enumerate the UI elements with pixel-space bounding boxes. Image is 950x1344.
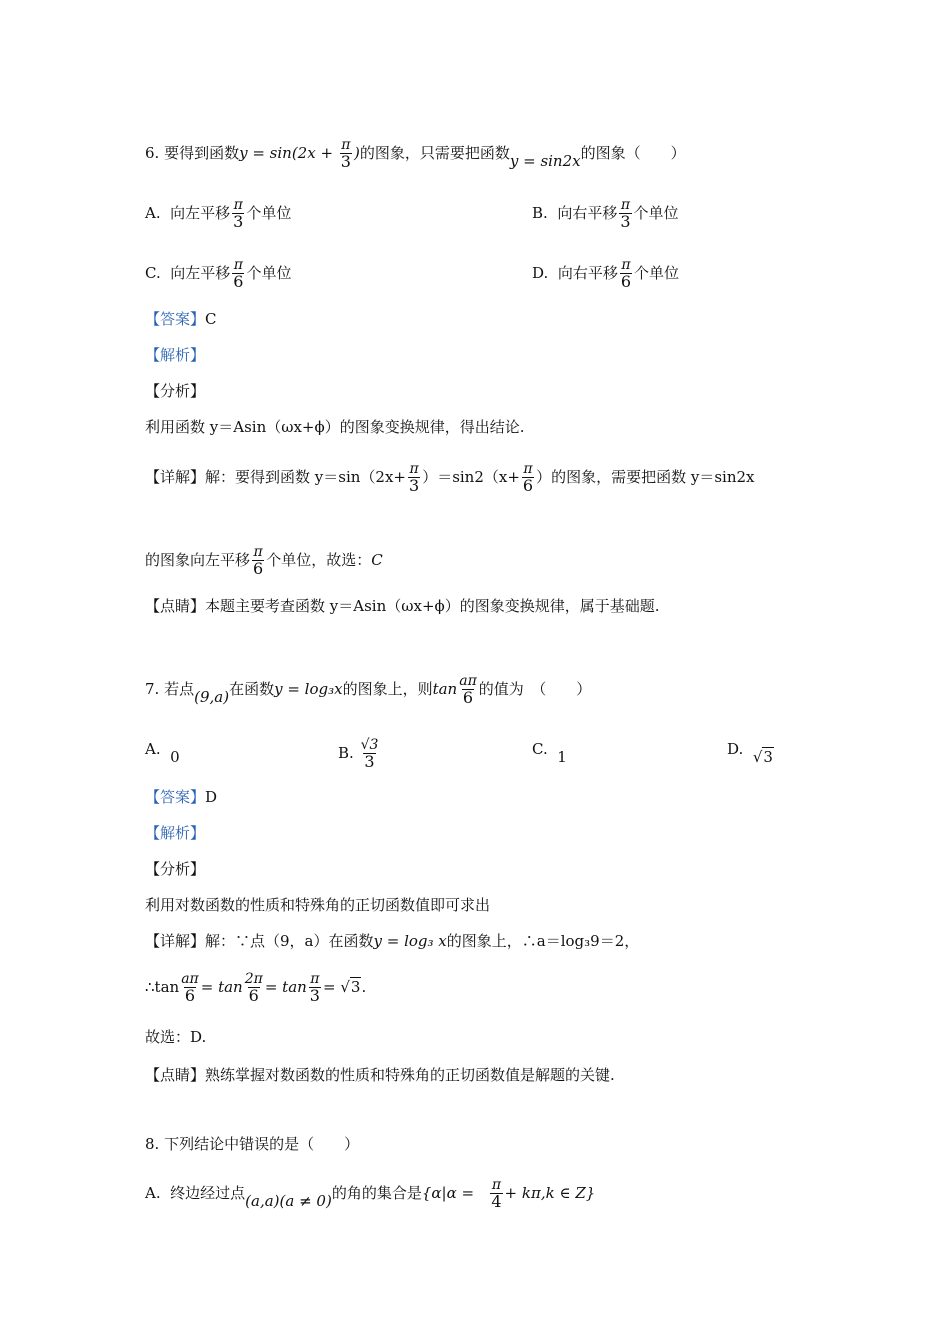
frac-num: aπ (459, 673, 477, 689)
q6-stem-text: 6. 要得到函数 (145, 144, 240, 163)
q6-fenxi-text: 利用函数 y＝Asin（ωx+ϕ）的图象变换规律，得出结论. (145, 418, 525, 436)
option-label: D. (532, 264, 549, 283)
detail2-sqrt: √3 (340, 978, 361, 997)
option-frac (361, 738, 379, 770)
option-pre: 向右平移 (557, 264, 618, 283)
q6-option-b (532, 198, 679, 230)
detail2-frac-2 (245, 972, 263, 1004)
detail-text-1: 解：要得到函数 y＝sin（2x+ (205, 468, 406, 487)
q8-option-a (145, 1178, 595, 1210)
frac-num: π (491, 1177, 502, 1193)
dianjing-tag: 【点睛】 (145, 1066, 206, 1084)
q6-dianjing (145, 595, 660, 617)
q6-stem-frac-den: 3 (340, 151, 351, 171)
q6-stem (145, 138, 686, 170)
q7-stem-tan: tan (432, 680, 458, 699)
option-label: A. (145, 740, 161, 758)
answer-value: D (205, 788, 218, 806)
frac-num: π (310, 971, 320, 987)
frac-den: 3 (233, 211, 244, 231)
frac-den: 6 (522, 475, 534, 495)
q6-stem-frac (340, 138, 352, 170)
detail-tag: 【详解】 (145, 932, 206, 950)
frac-den: 4 (491, 1191, 502, 1211)
detail2-eq-3: = (322, 978, 341, 997)
q6-detail-2 (145, 545, 383, 577)
q6-stem-math1-right: ) (353, 144, 360, 163)
frac-num: π (523, 461, 533, 477)
option-frac (619, 198, 631, 230)
q7-jiexi-tag: 【解析】 (145, 824, 206, 842)
frac-den: 6 (184, 985, 196, 1005)
q8-stem: 8. 下列结论中错误的是（ ） (145, 1135, 360, 1153)
option-pre: 向右平移 (557, 204, 618, 223)
q7-stem-suffix: 的值为 （ ） (478, 680, 592, 699)
option-frac (490, 1178, 502, 1210)
q7-dianjing (145, 1064, 615, 1086)
detail-func: y = log₃ x (373, 932, 447, 950)
q6-fenxi-tag: 【分析】 (145, 382, 206, 400)
frac-den: 6 (233, 271, 244, 291)
option-label: D. (727, 740, 744, 758)
dianjing-text: 熟练掌握对数函数的性质和特殊角的正切函数值是解题的关键. (205, 1066, 615, 1084)
q7-option-d (727, 738, 774, 766)
option-value: 0 (170, 748, 180, 766)
q7-stem-func: y = log₃x (274, 680, 343, 699)
detail-frac-1 (408, 462, 420, 494)
q7-stem-frac (459, 674, 477, 706)
sqrt-radicand: 3 (350, 978, 361, 997)
q6-stem-mid: 的图象，只需要把函数 (359, 144, 510, 163)
detail-text-2: 的图象上，∴a＝log₃9＝2， (446, 932, 640, 950)
q7-option-c (532, 738, 567, 766)
frac-den: 6 (248, 985, 259, 1005)
answer-tag: 【答案】 (145, 310, 206, 328)
option-frac (620, 258, 632, 290)
q6-stem-math2: y = sin2x (509, 152, 581, 171)
detail2-end: . (361, 978, 367, 997)
detail2-lead: ∴tan (145, 978, 180, 997)
frac-num: √3 (360, 737, 379, 753)
detail2-answer: C (371, 551, 383, 570)
frac-den: 6 (253, 558, 264, 578)
q6-option-d (532, 258, 679, 290)
option-label: C. (532, 740, 548, 758)
option-set-right: + kπ,k ∈ Z} (504, 1184, 596, 1203)
frac-den: 3 (409, 475, 420, 495)
q7-stem-mid2: 的图象上，则 (342, 680, 433, 699)
frac-den: 3 (364, 751, 375, 771)
option-label: A. (145, 204, 161, 223)
frac-den: 6 (620, 271, 632, 291)
q7-stem-mid: 在函数 (229, 680, 275, 699)
detail2-eq-1: = tan (200, 978, 243, 997)
q6-stem-frac-num: π (341, 137, 351, 153)
option-pre: 向左平移 (170, 204, 231, 223)
q6-answer (145, 308, 217, 330)
option-frac (232, 258, 244, 290)
q6-stem-suffix: 的图象（ ） (580, 144, 686, 163)
option-mid: 的角的集合是 (331, 1184, 422, 1203)
answer-tag: 【答案】 (145, 788, 206, 806)
option-label: B. (532, 204, 548, 223)
q6-stem-math1-left: y = sin(2x + (239, 144, 338, 163)
q6-jiexi-tag: 【解析】 (145, 346, 206, 364)
detail2-frac-3 (309, 972, 321, 1004)
dianjing-tag: 【点睛】 (145, 597, 206, 615)
q7-option-a (145, 738, 180, 766)
q7-answer (145, 786, 217, 808)
frac-num: aπ (181, 971, 199, 987)
q7-guxuan: 故选：D. (145, 1028, 207, 1046)
frac-num: π (253, 544, 263, 560)
frac-num: π (233, 257, 243, 273)
option-label: B. (338, 744, 354, 763)
option-set-left: {α|α = (421, 1184, 479, 1203)
detail2-eq-2: = tan (264, 978, 307, 997)
detail-text-1: 解：∵点（9，a）在函数 (205, 932, 374, 950)
option-point: (a,a)(a ≠ 0) (245, 1192, 332, 1211)
detail2-text-1: 的图象向左平移 (145, 551, 251, 570)
option-post: 个单位 (634, 264, 680, 283)
q6-stem-math1 (239, 137, 360, 171)
detail-frac-2 (522, 462, 534, 494)
q7-fenxi-text: 利用对数函数的性质和特殊角的正切函数值即可求出 (145, 896, 491, 914)
option-pre: 终边经过点 (170, 1184, 246, 1203)
q7-stem (145, 674, 591, 706)
detail-tag: 【详解】 (145, 468, 206, 487)
option-label: C. (145, 264, 161, 283)
frac-den: 3 (620, 211, 631, 231)
q7-detail (145, 930, 639, 952)
detail-text-3: ）的图象，需要把函数 y＝sin2x (536, 468, 755, 487)
option-pre: 向左平移 (170, 264, 231, 283)
detail2-text-2: 个单位，故选： (266, 551, 372, 570)
detail2-frac-1 (181, 972, 199, 1004)
option-frac (232, 198, 244, 230)
option-post: 个单位 (246, 264, 292, 283)
q7-detail-2 (145, 972, 366, 1004)
q6-detail (145, 462, 755, 494)
detail2-frac (252, 545, 264, 577)
answer-value: C (205, 310, 217, 328)
frac-num: π (620, 197, 631, 213)
q7-stem-text: 7. 若点 (145, 680, 195, 699)
option-post: 个单位 (633, 204, 679, 223)
option-post: 个单位 (246, 204, 292, 223)
frac-num: 2π (244, 971, 263, 987)
detail-text-2: ）＝sin2（x+ (422, 468, 520, 487)
dianjing-text: 本题主要考查函数 y＝Asin（ωx+ϕ）的图象变换规律，属于基础题. (205, 597, 660, 615)
option-label: A. (145, 1184, 161, 1203)
q7-fenxi-tag: 【分析】 (145, 860, 206, 878)
frac-num: π (621, 257, 631, 273)
q7-option-b (338, 738, 380, 770)
frac-den: 3 (309, 985, 320, 1005)
q6-option-a (145, 198, 291, 230)
q7-stem-point: (9,a) (194, 688, 230, 707)
frac-num: π (233, 197, 243, 213)
frac-den: 6 (462, 687, 474, 707)
option-value: 1 (557, 748, 567, 766)
frac-num: π (409, 461, 419, 477)
option-sqrt: √3 (752, 748, 773, 766)
q6-option-c (145, 258, 291, 290)
sqrt-radicand: 3 (763, 748, 773, 766)
